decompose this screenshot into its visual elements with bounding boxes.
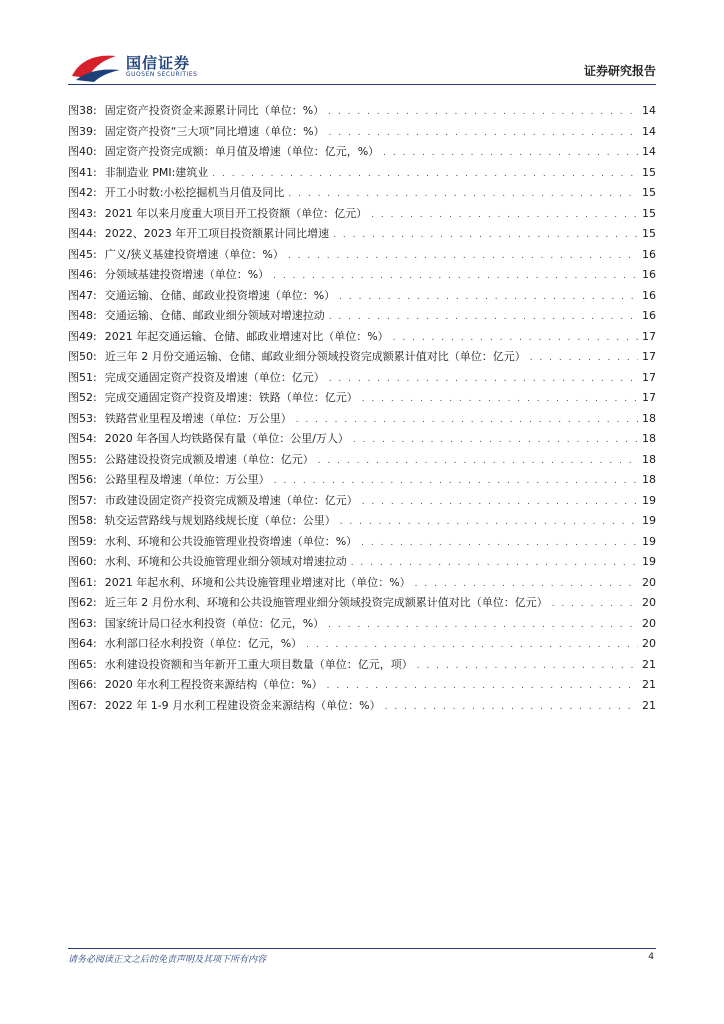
footer-divider [68, 948, 656, 949]
header-divider [68, 84, 656, 85]
toc-page-number: 16 [642, 288, 656, 302]
toc-figure-number: 图38: [68, 104, 97, 117]
toc-figure-title: 分领域基建投资增速（单位：%） [104, 268, 270, 281]
toc-page-number: 16 [642, 268, 656, 281]
toc-figure-title: 铁路营业里程及增速（单位：万公里） [104, 411, 292, 425]
toc-leader-dots [361, 538, 638, 548]
toc-figure-number: 图57: [68, 493, 97, 507]
toc-page-number: 19 [642, 534, 656, 548]
toc-figure-number: 图60: [68, 555, 97, 568]
report-type-label: 证券研究报告 [583, 64, 656, 78]
toc-figure-title: 近三年 2 月份水利、环境和公共设施管理业细分领域投资完成额累计值对比（单位：亿元） [104, 596, 548, 609]
toc-leader-dots [212, 169, 638, 179]
toc-entry[interactable] [68, 410, 656, 431]
toc-figure-number: 图40: [68, 145, 97, 158]
toc-entry[interactable] [68, 676, 656, 697]
toc-entry[interactable] [68, 533, 656, 554]
toc-entry[interactable] [68, 307, 656, 328]
toc-entry[interactable] [68, 102, 656, 123]
toc-figure-number: 图46: [68, 268, 97, 281]
toc-page-number: 15 [642, 206, 656, 220]
toc-leader-dots [328, 620, 638, 630]
toc-figure-title: 2021 年以来月度重大项目开工投资额（单位：亿元） [104, 206, 368, 220]
toc-entry[interactable] [68, 225, 656, 246]
toc-entry[interactable] [68, 451, 656, 472]
toc-leader-dots [329, 128, 638, 138]
toc-figure-number: 图42: [68, 186, 97, 199]
toc-entry[interactable] [68, 430, 656, 451]
toc-leader-dots [552, 599, 638, 609]
toc-figure-number: 图52: [68, 391, 97, 404]
toc-figure-title: 市政建设固定资产投资完成额及增速（单位：亿元） [104, 493, 358, 507]
toc-figure-title: 非制造业 PMI:建筑业 [104, 165, 209, 179]
toc-figure-number: 图61: [68, 575, 97, 589]
footer-disclaimer: 请务必阅读正文之后的免责声明及其项下所有内容 [68, 955, 267, 965]
toc-leader-dots [340, 517, 638, 527]
logo-english-name: GUOSEN SECURITIES [126, 71, 198, 78]
toc-entry[interactable] [68, 287, 656, 308]
toc-entry[interactable] [68, 328, 656, 349]
toc-page-number: 21 [642, 698, 656, 712]
toc-entry[interactable] [68, 492, 656, 513]
toc-figure-number: 图51: [68, 370, 97, 384]
toc-leader-dots [353, 435, 638, 445]
toc-entry[interactable] [68, 656, 656, 677]
page-number: 4 [648, 952, 654, 962]
toc-leader-dots [329, 312, 638, 322]
toc-page-number: 20 [642, 596, 656, 609]
toc-leader-dots [415, 579, 638, 589]
toc-leader-dots [327, 681, 638, 691]
toc-leader-dots [362, 497, 638, 507]
toc-figure-title: 国家统计局口径水利投资（单位：亿元，%） [104, 616, 325, 630]
toc-figure-number: 图64: [68, 637, 97, 650]
page-header [0, 0, 724, 86]
toc-entry[interactable] [68, 471, 656, 492]
toc-figure-title: 开工小时数:小松挖掘机当月值及同比 [104, 186, 285, 199]
toc-page-number: 15 [642, 186, 656, 199]
toc-figure-title: 公路建设投资完成额及增速（单位：亿元） [104, 452, 314, 466]
toc-figure-title: 固定资产投资“三大项”同比增速（单位：%） [104, 124, 325, 138]
toc-page-number: 18 [642, 473, 656, 486]
toc-page-number: 16 [642, 309, 656, 322]
guosen-logo [70, 50, 220, 84]
toc-entry[interactable] [68, 635, 656, 656]
toc-page-number: 19 [642, 514, 656, 527]
toc-leader-dots [333, 230, 638, 240]
toc-leader-dots [417, 661, 638, 671]
toc-page-number: 17 [642, 329, 656, 343]
toc-figure-title: 完成交通固定资产投资及增速：铁路（单位：亿元） [104, 391, 358, 404]
toc-leader-dots [296, 415, 638, 425]
toc-page-number: 17 [642, 391, 656, 404]
toc-page-number: 20 [642, 575, 656, 589]
toc-page-number: 21 [642, 657, 656, 671]
toc-figure-number: 图41: [68, 165, 97, 179]
toc-page-number: 14 [642, 145, 656, 158]
toc-page-number: 15 [642, 227, 656, 240]
toc-figure-title: 交通运输、仓储、邮政业投资增速（单位：%） [104, 288, 336, 302]
toc-figure-number: 图67: [68, 698, 97, 712]
toc-figure-title: 公路里程及增速（单位：万公里） [104, 473, 270, 486]
toc-entry[interactable] [68, 697, 656, 718]
toc-figure-title: 2022、2023 年开工项目投资额累计同比增速 [104, 227, 330, 240]
toc-page-number: 20 [642, 616, 656, 630]
toc-entry[interactable] [68, 348, 656, 369]
toc-entry[interactable] [68, 574, 656, 595]
toc-page-number: 17 [642, 350, 656, 363]
toc-page-number: 18 [642, 411, 656, 425]
toc-leader-dots [288, 189, 638, 199]
toc-figure-number: 图54: [68, 432, 97, 445]
toc-entry[interactable] [68, 553, 656, 574]
toc-leader-dots [351, 558, 638, 568]
toc-leader-dots [328, 107, 638, 117]
toc-figure-number: 图39: [68, 124, 97, 138]
toc-leader-dots [385, 702, 638, 712]
toc-entry[interactable] [68, 389, 656, 410]
toc-figure-title: 轨交运营路线与规划路线规长度（单位：公里） [104, 514, 336, 527]
toc-figure-title: 完成交通固定资产投资及增速（单位：亿元） [104, 370, 325, 384]
toc-figure-number: 图47: [68, 288, 97, 302]
toc-figure-title: 广义/狭义基建投资增速（单位：%） [104, 247, 284, 261]
toc-leader-dots [393, 333, 638, 343]
toc-figure-number: 图63: [68, 616, 97, 630]
toc-figure-number: 图58: [68, 514, 97, 527]
toc-leader-dots [318, 456, 638, 466]
toc-figure-number: 图66: [68, 678, 97, 691]
toc-leader-dots [383, 148, 638, 158]
toc-entry[interactable] [68, 615, 656, 636]
toc-page-number: 14 [642, 104, 656, 117]
toc-entry[interactable] [68, 369, 656, 390]
toc-page-number: 18 [642, 432, 656, 445]
toc-entry[interactable] [68, 123, 656, 144]
toc-entry[interactable] [68, 246, 656, 267]
toc-leader-dots [274, 476, 638, 486]
toc-figure-number: 图53: [68, 411, 97, 425]
toc-figure-title: 2022 年 1-9 月水利工程建设资金来源结构（单位：%） [104, 698, 381, 712]
toc-figure-title: 水利、环境和公共设施管理业投资增速（单位：%） [104, 534, 358, 548]
toc-figure-title: 2021 年起水利、环境和公共设施管理业增速对比（单位：%） [104, 575, 411, 589]
toc-page-number: 20 [642, 637, 656, 650]
toc-figure-title: 2021 年起交通运输、仓储、邮政业增速对比（单位：%） [104, 329, 389, 343]
toc-figure-title: 水利建设投资额和当年新开工重大项目数量（单位：亿元，项） [104, 657, 413, 671]
toc-leader-dots [362, 394, 638, 404]
toc-leader-dots [306, 640, 638, 650]
toc-leader-dots [273, 271, 638, 281]
toc-page-number: 21 [642, 678, 656, 691]
toc-figure-title: 固定资产投资资金来源累计同比（单位：%） [104, 104, 325, 117]
guosen-logo-mark-icon [70, 50, 122, 82]
toc-leader-dots [371, 210, 638, 220]
toc-leader-dots [288, 251, 638, 261]
toc-leader-dots [530, 353, 638, 363]
toc-page-number: 17 [642, 370, 656, 384]
toc-figure-title: 交通运输、仓储、邮政业细分领域对增速拉动 [104, 309, 325, 322]
toc-entry[interactable] [68, 594, 656, 615]
figure-list [68, 102, 656, 717]
toc-entry[interactable] [68, 205, 656, 226]
toc-entry[interactable] [68, 184, 656, 205]
toc-figure-number: 图44: [68, 227, 97, 240]
toc-entry[interactable] [68, 164, 656, 185]
toc-entry[interactable] [68, 512, 656, 533]
toc-figure-number: 图45: [68, 247, 97, 261]
toc-leader-dots [329, 374, 638, 384]
toc-figure-number: 图62: [68, 596, 97, 609]
toc-figure-number: 图49: [68, 329, 97, 343]
toc-figure-number: 图65: [68, 657, 97, 671]
toc-figure-title: 水利、环境和公共设施管理业细分领域对增速拉动 [104, 555, 347, 568]
logo-chinese-name: 国信证券 [126, 54, 191, 72]
toc-page-number: 15 [642, 165, 656, 179]
toc-entry[interactable] [68, 143, 656, 164]
toc-figure-number: 图43: [68, 206, 97, 220]
toc-figure-title: 2020 年各国人均铁路保有量（单位：公里/万人） [104, 432, 349, 445]
toc-leader-dots [339, 292, 638, 302]
toc-figure-title: 固定资产投资完成额：单月值及增速（单位：亿元，%） [104, 145, 380, 158]
toc-page-number: 18 [642, 452, 656, 466]
toc-entry[interactable] [68, 266, 656, 287]
toc-figure-number: 图59: [68, 534, 97, 548]
toc-page-number: 14 [642, 124, 656, 138]
toc-figure-title: 2020 年水利工程投资来源结构（单位：%） [104, 678, 323, 691]
toc-figure-title: 近三年 2 月份交通运输、仓储、邮政业细分领域投资完成额累计值对比（单位：亿元） [104, 350, 526, 363]
toc-figure-number: 图48: [68, 309, 97, 322]
toc-page-number: 16 [642, 247, 656, 261]
toc-page-number: 19 [642, 555, 656, 568]
toc-figure-number: 图56: [68, 473, 97, 486]
toc-figure-number: 图50: [68, 350, 97, 363]
toc-figure-title: 水利部口径水利投资（单位：亿元，%） [104, 637, 303, 650]
toc-figure-number: 图55: [68, 452, 97, 466]
toc-page-number: 19 [642, 493, 656, 507]
